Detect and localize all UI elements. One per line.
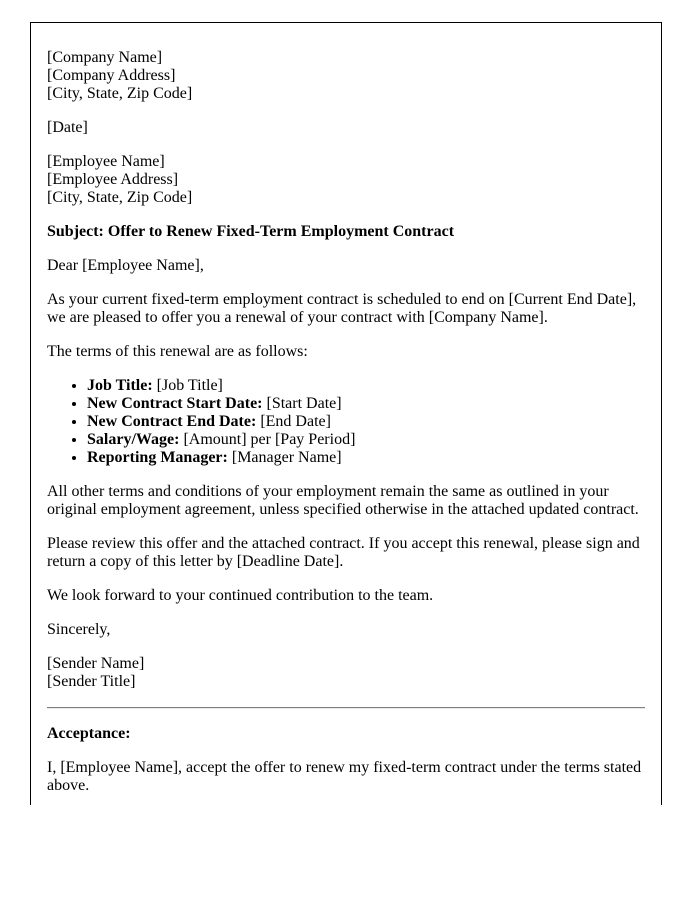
sender-block xyxy=(47,655,645,691)
employee-name-line: [Employee Name] xyxy=(47,153,165,170)
date-line: [Date] xyxy=(47,119,88,136)
letter-page xyxy=(30,22,662,805)
company-address-line: [Company Address] xyxy=(47,67,176,84)
signoff: Sincerely, xyxy=(47,621,111,638)
term-item-end-date xyxy=(87,413,645,431)
salutation: Dear [Employee Name], xyxy=(47,257,204,274)
term-value: [Amount] per [Pay Period] xyxy=(183,431,356,448)
term-value: [Job Title] xyxy=(156,377,223,394)
employee-address-block xyxy=(47,153,645,207)
company-city-state-zip-line: [City, State, Zip Code] xyxy=(47,85,193,102)
acceptance-heading: Acceptance: xyxy=(47,725,131,742)
acceptance-divider xyxy=(47,707,645,709)
term-label: Salary/Wage: xyxy=(87,431,180,448)
term-label: New Contract End Date: xyxy=(87,413,257,430)
terms-lead-paragraph: The terms of this renewal are as follows: xyxy=(47,343,308,360)
term-item-job-title xyxy=(87,377,645,395)
company-address-block xyxy=(47,49,645,103)
employee-address-line: [Employee Address] xyxy=(47,171,179,188)
term-item-start-date xyxy=(87,395,645,413)
closing-paragraph: We look forward to your continued contribution to the team. xyxy=(47,587,434,604)
term-value: [Manager Name] xyxy=(231,449,342,466)
company-name-line: [Company Name] xyxy=(47,49,163,66)
sender-title-line: [Sender Title] xyxy=(47,673,136,690)
term-label: Job Title: xyxy=(87,377,153,394)
review-paragraph: Please review this offer and the attached contract. If you accept this renewal, please sign and return a copy of this letter by [Deadline Date]. xyxy=(47,535,640,570)
subject-line: Subject: Offer to Renew Fixed-Term Employment Contract xyxy=(47,223,455,240)
intro-paragraph: As your current fixed-term employment contract is scheduled to end on [Current End Date], we are pleased to offer you a renewal of your contract with [Company Name]. xyxy=(47,291,637,326)
sender-name-line: [Sender Name] xyxy=(47,655,145,672)
other-terms-paragraph: All other terms and conditions of your employment remain the same as outlined in your original employment agreement, unless specified otherwise in the attached updated contract. xyxy=(47,483,639,518)
employee-city-state-zip-line: [City, State, Zip Code] xyxy=(47,189,193,206)
term-value: [Start Date] xyxy=(266,395,342,412)
renewal-terms-list xyxy=(47,377,645,467)
term-label: New Contract Start Date: xyxy=(87,395,263,412)
acceptance-paragraph: I, [Employee Name], accept the offer to renew my fixed-term contract under the terms stated above. xyxy=(47,759,642,794)
term-item-reporting-manager xyxy=(87,449,645,467)
term-value: [End Date] xyxy=(260,413,331,430)
term-item-salary xyxy=(87,431,645,449)
term-label: Reporting Manager: xyxy=(87,449,228,466)
